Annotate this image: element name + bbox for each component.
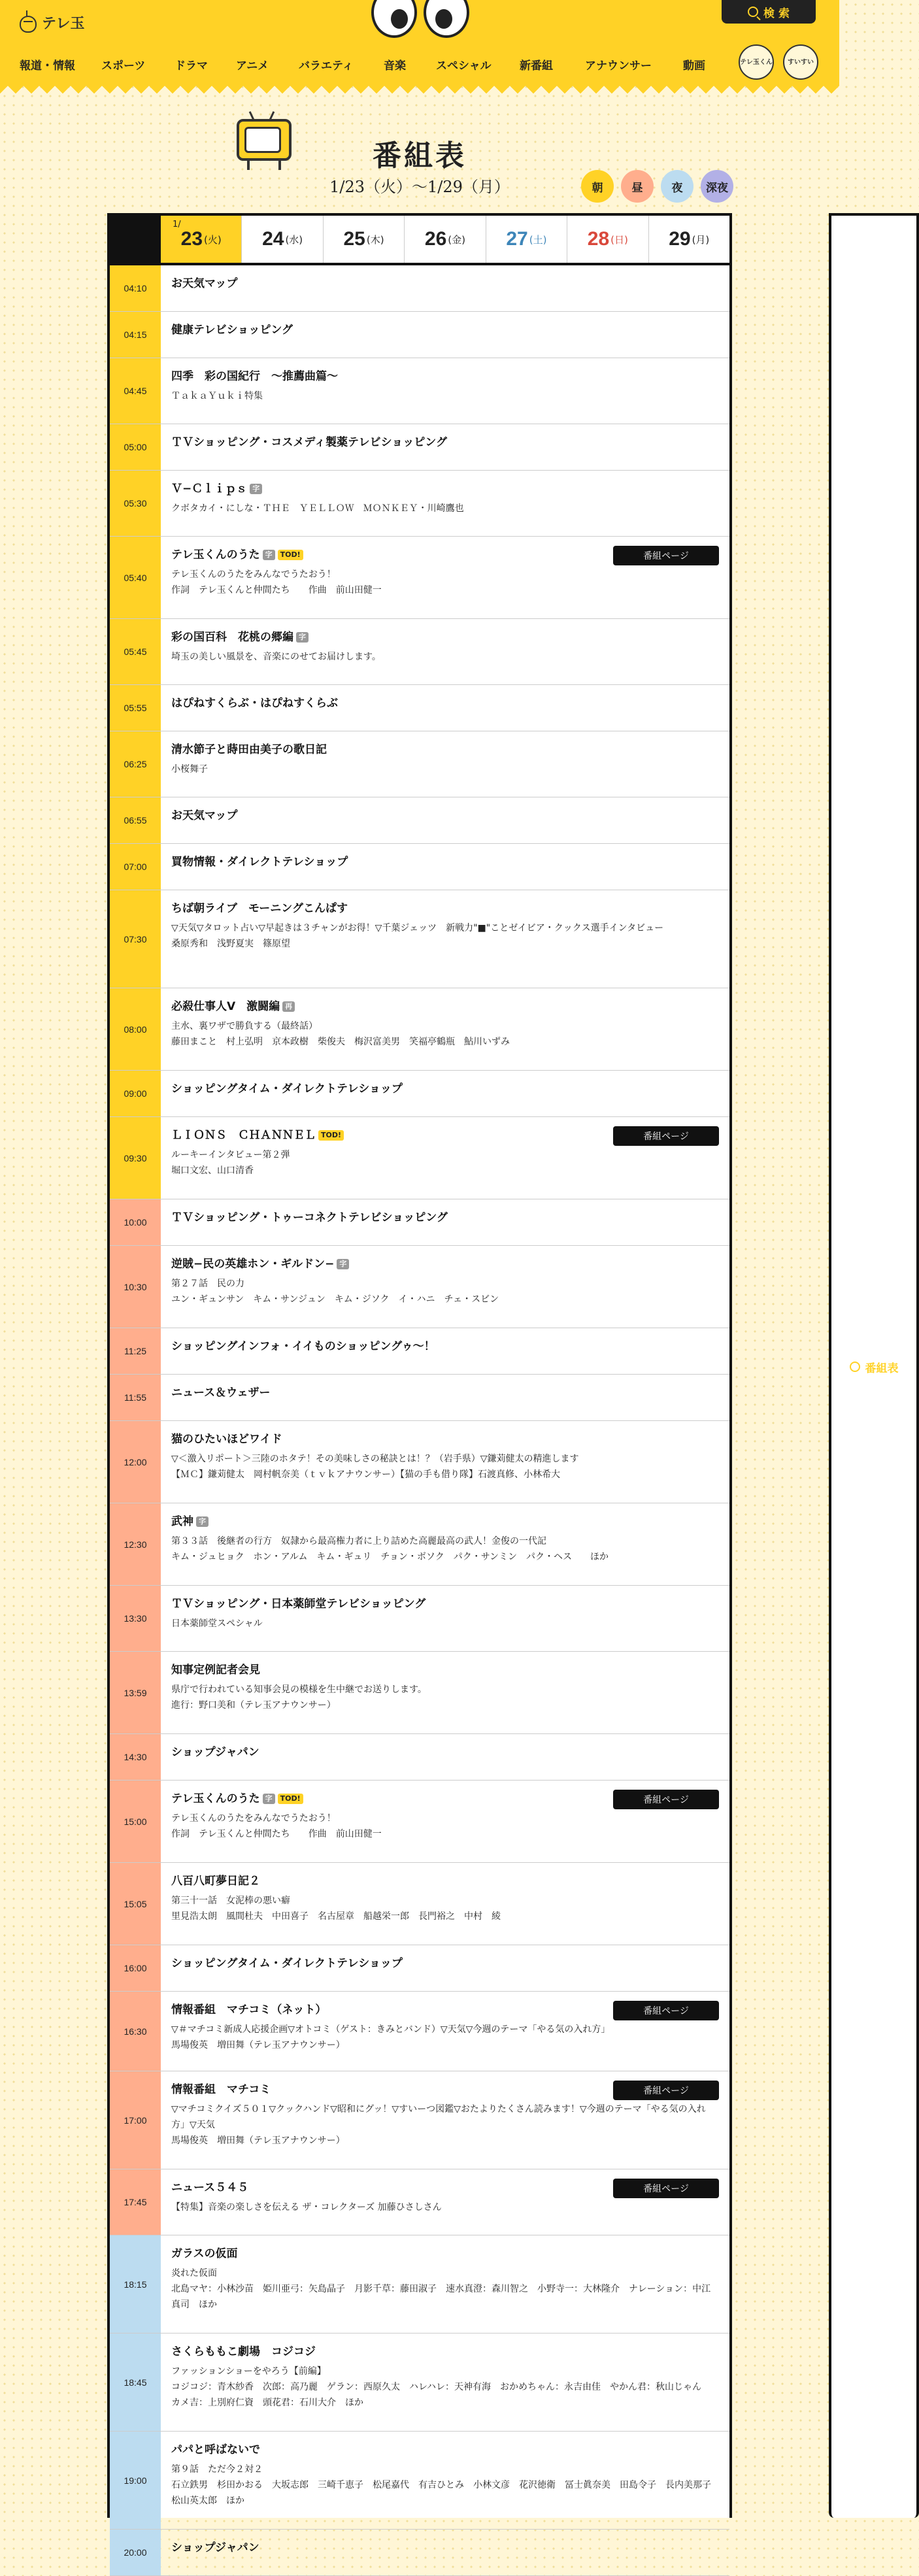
program-row[interactable] xyxy=(110,265,729,312)
program-row[interactable] xyxy=(110,1652,729,1734)
date-range: 1/23（火）〜1/29（月） xyxy=(329,178,510,196)
day-tab-23[interactable] xyxy=(161,216,241,263)
suisui-link[interactable]: すいすい xyxy=(783,44,818,80)
program-desc-line: 桑原秀和 浅野夏実 篠原望 xyxy=(171,939,290,949)
search-button[interactable] xyxy=(722,0,816,24)
program-title[interactable]: 武神 xyxy=(171,1515,193,1528)
program-row[interactable] xyxy=(110,1071,729,1117)
program-row[interactable] xyxy=(110,1117,729,1199)
program-row[interactable] xyxy=(110,890,729,988)
program-time: 20:00 xyxy=(110,2530,161,2575)
program-row[interactable] xyxy=(110,424,729,471)
program-page-button[interactable]: 番組ページ xyxy=(613,2081,719,2100)
program-title[interactable]: 猫のひたいほどワイド xyxy=(171,1433,282,1446)
program-desc-line: 第３３話 後継者の行方 奴隷から最高権力者に上り詰めた高麗最高の武人！金俊の一代記 xyxy=(171,1536,546,1547)
day-tab-num: 23 xyxy=(180,228,203,250)
program-time: 16:00 xyxy=(110,1945,161,1991)
program-desc-line: 第２７話 民の力 xyxy=(171,1279,244,1289)
program-title[interactable]: お天気マップ xyxy=(171,809,238,822)
mascot-eyes-icon xyxy=(371,0,469,39)
subtitle-badge: 字 xyxy=(196,1516,209,1527)
program-title[interactable]: 買物情報・ダイレクトテレショップ xyxy=(171,856,348,869)
program-desc-line: 【ＭＣ】鎌苅健太 岡村帆奈美（ｔｖｋアナウンサー）【猫の手も借り隊】石渡真修、小林希大 xyxy=(171,1469,560,1480)
program-row[interactable] xyxy=(110,685,729,731)
program-desc-line: 第９話 ただ今２対２ xyxy=(171,2464,263,2475)
program-time: 11:55 xyxy=(110,1375,161,1420)
logo-mascot-icon xyxy=(18,10,38,34)
search-button-label: 検 索 xyxy=(763,7,790,20)
day-tab-27[interactable] xyxy=(486,216,567,263)
program-title[interactable]: ＴＶショッピング・日本薬師堂テレビショッピング xyxy=(171,1597,426,1611)
program-time: 14:30 xyxy=(110,1734,161,1780)
program-title[interactable]: はぴねすくらぶ・はぴねすくらぶ xyxy=(171,697,338,710)
program-desc-line: コジコジ：青木紗香 次郎：高乃麗 ゲラン：西原久太 ハレハレ：天神有海 おかめちゃん：永吉由佳 やかん君：秋山じゃん カメ吉：上別府仁資 頭花君：石川大介 ほか xyxy=(171,2382,711,2408)
program-time: 05:45 xyxy=(110,619,161,684)
program-title[interactable]: 情報番組 マチコミ（ネット） xyxy=(171,2003,327,2016)
program-time: 12:00 xyxy=(110,1421,161,1503)
program-title[interactable]: ちば朝ライブ モーニングこんぱす xyxy=(171,902,348,915)
day-tab-weekday: (火) xyxy=(204,233,222,246)
program-desc-line: 北島マヤ：小林沙苗 姫川亜弓：矢島晶子 月影千草：藤田淑子 速水真澄：森川智之 小野寺一：大林隆介 ナレーション：中江真司 ほか xyxy=(171,2284,711,2310)
program-title[interactable]: ショッピングタイム・ダイレクトテレショップ xyxy=(171,1082,403,1096)
program-row[interactable] xyxy=(110,1992,729,2071)
day-tab-weekday: (日) xyxy=(610,233,628,246)
day-tab-num: 28 xyxy=(587,228,610,250)
program-time: 18:45 xyxy=(110,2333,161,2431)
day-tab-weekday: (水) xyxy=(285,233,303,246)
program-desc-line: 県庁で行われている知事会見の模様を生中継でお送りします。 xyxy=(171,1684,427,1695)
program-title[interactable]: テレ玉くんのうた xyxy=(171,1792,260,1805)
program-time: 12:30 xyxy=(110,1503,161,1585)
program-desc-line: 日本薬師堂スペシャル xyxy=(171,1618,263,1629)
program-time: 09:30 xyxy=(110,1117,161,1199)
day-tab-weekday: (土) xyxy=(529,233,547,246)
program-title[interactable]: 必殺仕事人Ⅴ 激闘編 xyxy=(171,1000,280,1013)
clock-icon xyxy=(850,1362,860,1372)
program-page-button[interactable]: 番組ページ xyxy=(613,1126,719,1146)
program-title[interactable]: ＬＩＯＮＳ ＣＨＡＮＮＥＬ xyxy=(171,1129,316,1142)
subtitle-badge: 字 xyxy=(337,1259,349,1269)
program-page-button[interactable]: 番組ページ xyxy=(613,2179,719,2198)
program-desc-line: ▽＜激入リポート＞三陸のホタテ！その美味しさの秘訣とは！？（岩手県）▽鎌苅健太の精進します xyxy=(171,1454,579,1464)
program-title[interactable]: ＴＶショッピング・コスメディ製薬テレビショッピング xyxy=(171,436,447,449)
program-row[interactable] xyxy=(110,537,729,619)
program-desc-line: 里見浩太朗 風間杜夫 中田喜子 名古屋章 船越栄一郎 長門裕之 中村 綾 xyxy=(171,1911,501,1922)
nav-variety[interactable]: バラエティ xyxy=(299,59,354,73)
program-desc-line: ＴａｋａＹｕｋｉ特集 xyxy=(171,391,263,401)
program-row[interactable] xyxy=(110,1781,729,1863)
program-time: 17:00 xyxy=(110,2071,161,2169)
program-desc-line: テレ玉くんのうたをみんなでうたおう！ xyxy=(171,569,336,580)
program-row[interactable] xyxy=(110,1734,729,1781)
day-tab-num: 25 xyxy=(343,228,365,250)
day-tab-26[interactable] xyxy=(404,216,485,263)
day-tab-month: 1/ xyxy=(173,220,181,229)
day-tab-weekday: (木) xyxy=(366,233,384,246)
program-time: 13:59 xyxy=(110,1652,161,1733)
day-tab-24[interactable] xyxy=(241,216,322,263)
program-row[interactable] xyxy=(110,844,729,890)
program-row[interactable] xyxy=(110,619,729,685)
program-time: 04:15 xyxy=(110,312,161,358)
program-title[interactable]: Ｖ−Ｃｌｉｐｓ xyxy=(171,482,248,495)
program-page-button[interactable]: 番組ページ xyxy=(613,1790,719,1809)
program-row[interactable] xyxy=(110,1863,729,1945)
header-zigzag xyxy=(0,85,839,95)
program-desc-line: 作詞 テレ玉くんと仲間たち 作曲 前山田健一 xyxy=(171,585,382,595)
program-desc-line: 埼玉の美しい風景を、音楽にのせてお届けします。 xyxy=(171,652,381,662)
program-desc-line: 第三十一話 女泥棒の悪い癖 xyxy=(171,1896,290,1906)
program-row[interactable] xyxy=(110,358,729,424)
program-time: 10:00 xyxy=(110,1199,161,1245)
program-time: 11:25 xyxy=(110,1328,161,1374)
program-title[interactable]: 情報番組 マチコミ xyxy=(171,2083,271,2096)
teletama-kun-link[interactable]: テレ玉くん xyxy=(739,44,774,80)
program-time: 19:00 xyxy=(110,2432,161,2529)
day-tab-num: 24 xyxy=(262,228,284,250)
program-desc-line: 【特集】音楽の楽しさを伝える ザ・コレクターズ 加藤ひさしさん xyxy=(171,2202,442,2213)
tod-badge: TOD! xyxy=(278,550,303,560)
program-title[interactable]: ガラスの仮面 xyxy=(171,2247,238,2260)
program-title[interactable]: ショッピングタイム・ダイレクトテレショップ xyxy=(171,1957,403,1970)
program-time: 07:30 xyxy=(110,890,161,988)
program-time: 06:25 xyxy=(110,731,161,797)
day-tab-num: 26 xyxy=(424,228,447,250)
program-row[interactable] xyxy=(110,1586,729,1652)
program-time: 08:00 xyxy=(110,988,161,1070)
nav-anime[interactable]: アニメ xyxy=(236,59,269,73)
program-title[interactable]: 八百八町夢日記２ xyxy=(171,1875,260,1888)
day-tab-weekday: (金) xyxy=(448,233,466,246)
program-desc-line: 藤田まこと 村上弘明 京本政樹 柴俊夫 梅沢富美男 笑福亭鶴瓶 鮎川いずみ xyxy=(171,1037,510,1047)
program-title[interactable]: 清水節子と蒔田由美子の歌日記 xyxy=(171,743,327,756)
program-time: 04:45 xyxy=(110,358,161,424)
day-tabs xyxy=(110,216,729,265)
program-desc-line: 作詞 テレ玉くんと仲間たち 作曲 前山田健一 xyxy=(171,1829,382,1839)
rerun-badge: 再 xyxy=(282,1001,295,1012)
program-desc-line: 馬場俊英 増田舞（テレ玉アナウンサー） xyxy=(171,2135,345,2146)
program-time: 17:45 xyxy=(110,2169,161,2235)
program-desc-line: 石立鉄男 杉田かおる 大坂志郎 三崎千恵子 松尾嘉代 有吉ひとみ 小林文彦 花沢徳衛 冨士眞奈美 田島令子 長内美那子 松山英太郎 ほか xyxy=(171,2480,720,2506)
nav-announcers[interactable]: アナウンサー xyxy=(585,59,652,73)
program-title[interactable]: ショップジャパン xyxy=(171,1746,259,1759)
program-page-button[interactable]: 番組ページ xyxy=(613,2001,719,2020)
program-row[interactable] xyxy=(110,988,729,1071)
program-time: 07:00 xyxy=(110,844,161,890)
day-tab-num: 29 xyxy=(669,228,691,250)
program-row[interactable] xyxy=(110,471,729,537)
pill-late-night[interactable]: 深夜 xyxy=(701,170,733,203)
day-tab-29[interactable] xyxy=(648,216,729,263)
schedule-button[interactable] xyxy=(829,213,919,2518)
program-title[interactable]: パパと呼ばないで xyxy=(171,2443,260,2456)
subtitle-badge: 字 xyxy=(263,550,275,560)
program-row[interactable] xyxy=(110,2169,729,2235)
program-title[interactable]: ショップジャパン xyxy=(171,2541,259,2554)
title-area xyxy=(0,105,839,203)
program-time: 05:00 xyxy=(110,424,161,470)
program-row[interactable] xyxy=(110,1246,729,1328)
program-title[interactable]: 四季 彩の国紀行 〜推薦曲篇〜 xyxy=(171,370,338,383)
program-desc-line: ▽＃マチコミ新成人応援企画▽オトコミ（ゲスト：きみとバンド）▽天気▽今週のテーマ「やる気の入れ方」 xyxy=(171,2024,610,2035)
nav-videos[interactable]: 動画 xyxy=(683,59,705,73)
program-row[interactable] xyxy=(110,1199,729,1246)
program-desc-line: クボタカイ・にしな・ＴＨＥ ＹＥＬＬＯＷ ＭＯＮＫＥＹ・川崎鷹也 xyxy=(171,503,464,514)
schedule-table xyxy=(107,213,732,2558)
program-time: 18:15 xyxy=(110,2235,161,2333)
program-time: 10:30 xyxy=(110,1246,161,1328)
program-row[interactable] xyxy=(110,2235,729,2333)
program-time: 05:30 xyxy=(110,471,161,536)
program-title[interactable]: ニュース＆ウェザー xyxy=(171,1386,271,1399)
logo-text: テレ玉 xyxy=(42,15,85,32)
program-title[interactable]: さくらももこ劇場 コジコジ xyxy=(171,2345,316,2358)
schedule-button-label: 番組表 xyxy=(865,1362,899,1375)
program-desc-line: 堀口文宏、山口清香 xyxy=(171,1165,254,1176)
program-desc-line: 馬場俊英 増田舞（テレ玉アナウンサー） xyxy=(171,2040,345,2050)
program-title[interactable]: 知事定例記者会見 xyxy=(171,1664,260,1677)
program-row[interactable] xyxy=(110,2432,729,2530)
program-title[interactable]: 彩の国百科 花桃の郷編 xyxy=(171,631,293,644)
program-time: 04:10 xyxy=(110,265,161,311)
program-page-button[interactable]: 番組ページ xyxy=(613,546,719,565)
program-desc-line: ▽マチコミクイズ５０１▽クックハンド▽昭和にグッ！▽すいーつ図鑑▽おたよりたくさん読みます！▽今週のテーマ「やる気の入れ方」▽天気 xyxy=(171,2104,706,2130)
logo[interactable] xyxy=(18,10,85,34)
time-period-pills xyxy=(581,170,733,203)
nav-music[interactable]: 音楽 xyxy=(384,59,406,73)
tod-badge: TOD! xyxy=(318,1130,344,1141)
program-desc-line: テレ玉くんのうたをみんなでうたおう！ xyxy=(171,1813,336,1824)
nav-news[interactable]: 報道・情報 xyxy=(20,59,75,73)
program-title[interactable]: お天気マップ xyxy=(171,277,238,290)
page-title: 番組表 xyxy=(373,139,467,173)
program-time: 16:30 xyxy=(110,1992,161,2071)
nav-drama[interactable]: ドラマ xyxy=(175,59,208,73)
tod-badge: TOD! xyxy=(278,1794,303,1804)
program-time: 06:55 xyxy=(110,797,161,843)
program-row[interactable] xyxy=(110,1375,729,1421)
program-time: 09:00 xyxy=(110,1071,161,1116)
pill-noon[interactable]: 昼 xyxy=(621,170,654,203)
program-time: 05:55 xyxy=(110,685,161,731)
program-desc-line: ▽天気▽タロット占い▽早起きは３チャンがお得！▽千葉ジェッツ 新戦力"■"ことゼイビア・クックス選手インタビュー xyxy=(171,923,664,933)
program-title[interactable]: ニュース５４５ xyxy=(171,2181,249,2194)
program-row[interactable] xyxy=(110,2530,729,2576)
program-desc-line: ユン・ギュンサン キム・サンジュン キム・ジソク イ・ハニ チェ・スビン xyxy=(171,1294,499,1305)
program-title[interactable]: 健康テレビショッピング xyxy=(171,324,293,337)
program-row[interactable] xyxy=(110,2333,729,2432)
day-tab-weekday: (月) xyxy=(692,233,710,246)
program-desc-line: 炎れた仮面 xyxy=(171,2268,217,2279)
nav-sports[interactable]: スポーツ xyxy=(101,59,146,73)
subtitle-badge: 字 xyxy=(296,632,309,643)
program-row[interactable] xyxy=(110,797,729,844)
day-tab-num: 27 xyxy=(506,228,528,250)
nav-special[interactable]: スペシャル xyxy=(436,59,492,73)
program-row[interactable] xyxy=(110,1945,729,1992)
program-time: 13:30 xyxy=(110,1586,161,1651)
program-desc-line: 小桜舞子 xyxy=(171,764,208,775)
program-desc-line: ファッションショーをやろう【前編】 xyxy=(171,2366,326,2377)
program-row[interactable] xyxy=(110,731,729,797)
day-tabs-corner xyxy=(110,216,161,263)
program-row[interactable] xyxy=(110,1328,729,1375)
program-row[interactable] xyxy=(110,1421,729,1503)
program-time: 15:00 xyxy=(110,1781,161,1862)
program-desc-line: 主水、裏ワザで勝負する（最終話） xyxy=(171,1021,318,1031)
program-row[interactable] xyxy=(110,1503,729,1586)
program-time: 05:40 xyxy=(110,537,161,618)
program-title[interactable]: テレ玉くんのうた xyxy=(171,548,260,561)
subtitle-badge: 字 xyxy=(250,484,262,494)
program-desc-line: 進行：野口美和（テレ玉アナウンサー） xyxy=(171,1700,336,1711)
program-desc-line: ルーキーインタビュー第２弾 xyxy=(171,1150,290,1160)
main-nav xyxy=(20,56,722,73)
program-title[interactable]: ＴＶショッピング・トゥーコネクトテレビショッピング xyxy=(171,1211,448,1224)
nav-new-programs[interactable]: 新番組 xyxy=(520,59,553,73)
search-icon xyxy=(748,7,758,17)
program-time: 15:05 xyxy=(110,1863,161,1945)
pill-morning[interactable]: 朝 xyxy=(581,170,614,203)
day-tab-25[interactable] xyxy=(323,216,404,263)
subtitle-badge: 字 xyxy=(263,1794,275,1804)
pill-evening[interactable]: 夜 xyxy=(661,170,693,203)
program-title[interactable]: 逆賊−民の英雄ホン・ギルドン− xyxy=(171,1258,335,1271)
day-tab-28[interactable] xyxy=(567,216,648,263)
program-desc-line: キム・ジュヒョク ホン・アルム キム・ギュリ チョン・ボソク パク・サンミン パク・ヘス ほか xyxy=(171,1552,609,1562)
program-row[interactable] xyxy=(110,312,729,358)
program-title[interactable]: ショッピングインフォ・イイものショッピングゥ〜！ xyxy=(171,1340,435,1353)
program-row[interactable] xyxy=(110,2071,729,2169)
